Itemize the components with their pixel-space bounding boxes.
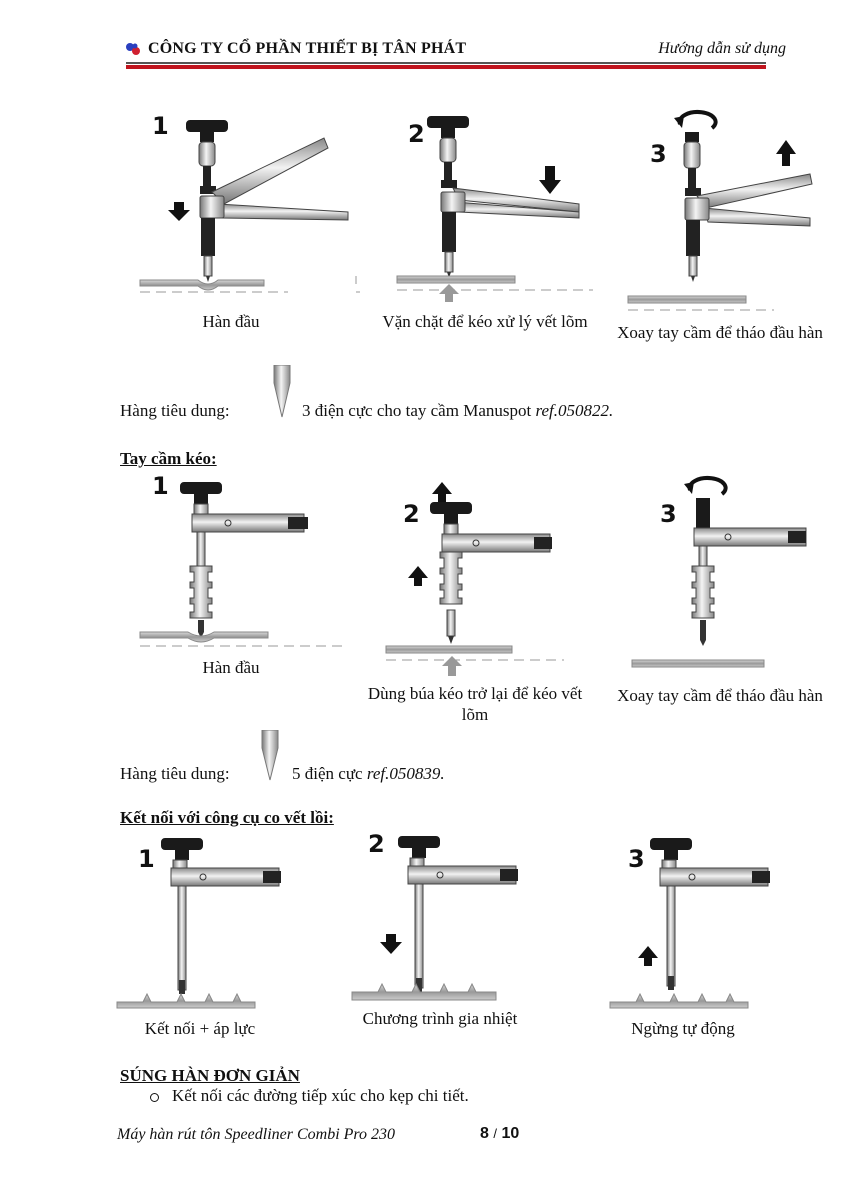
- step-caption: Ngừng tự động: [631, 1019, 735, 1038]
- slide-hammer-pull-illustration: [384, 474, 574, 679]
- step-caption: Xoay tay cầm để tháo đầu hàn: [617, 323, 823, 342]
- bullet-icon: [150, 1093, 159, 1102]
- consumable-label: Hàng tiêu dung:: [120, 764, 230, 783]
- company-name: CÔNG TY CỔ PHẦN THIẾT BỊ TÂN PHÁT: [148, 40, 467, 57]
- shrink-tool-stop-illustration: [608, 830, 808, 1010]
- step-number: 3: [660, 500, 677, 528]
- shrink-tool-connect-illustration: [115, 830, 315, 1010]
- section-title: SÚNG HÀN ĐƠN GIẢN: [120, 1066, 300, 1085]
- step-caption: Hàn đầu: [202, 312, 260, 331]
- step-caption: Kết nối + áp lực: [144, 1019, 256, 1038]
- step-number: 3: [650, 140, 667, 168]
- step-caption: Dùng búa kéo trở lại để kéo vết lõm: [367, 684, 583, 724]
- step-caption: Vặn chặt để kéo xử lý vết lõm: [382, 312, 588, 331]
- bullet-text: Kết nối các đường tiếp xúc cho kẹp chi tiết.: [172, 1086, 469, 1105]
- step-number: 1: [152, 112, 169, 140]
- step-caption: Xoay tay cầm để tháo đầu hàn: [617, 686, 823, 705]
- consumable-description: 3 điện cực cho tay cầm Manuspot ref.050822.: [302, 401, 614, 420]
- step-number: 3: [628, 845, 645, 873]
- section-title: Kết nối với công cụ co vết lồi:: [120, 808, 334, 827]
- shrink-tool-heat-illustration: [350, 826, 550, 1006]
- lever-puller-weld-illustration: [138, 108, 363, 303]
- section-title: Tay cầm kéo:: [120, 449, 217, 468]
- electrode-icon: [271, 365, 293, 420]
- step-caption: Hàn đầu: [202, 658, 260, 677]
- step-caption: Chương trình gia nhiệt: [362, 1009, 518, 1028]
- header-divider: [126, 62, 766, 64]
- step-number: 1: [152, 472, 169, 500]
- company-logo-icon: [125, 42, 141, 56]
- header-accent-bar: [126, 65, 766, 69]
- step-number: 2: [408, 120, 425, 148]
- electrode-icon: [259, 730, 281, 782]
- footer-product: Máy hàn rút tôn Speedliner Combi Pro 230: [117, 1126, 396, 1143]
- step-number: 2: [368, 830, 385, 858]
- document-type: Hướng dẫn sử dụng: [658, 40, 786, 57]
- lever-puller-tighten-illustration: [395, 108, 595, 303]
- consumable-label: Hàng tiêu dung:: [120, 401, 230, 420]
- page-number: 8 / 10: [480, 1125, 520, 1142]
- lever-puller-release-illustration: [624, 108, 824, 318]
- slide-hammer-release-illustration: [630, 470, 820, 675]
- step-number: 2: [403, 500, 420, 528]
- consumable-description: 5 điện cực ref.050839.: [292, 764, 445, 783]
- slide-hammer-weld-illustration: [138, 470, 348, 660]
- step-number: 1: [138, 845, 155, 873]
